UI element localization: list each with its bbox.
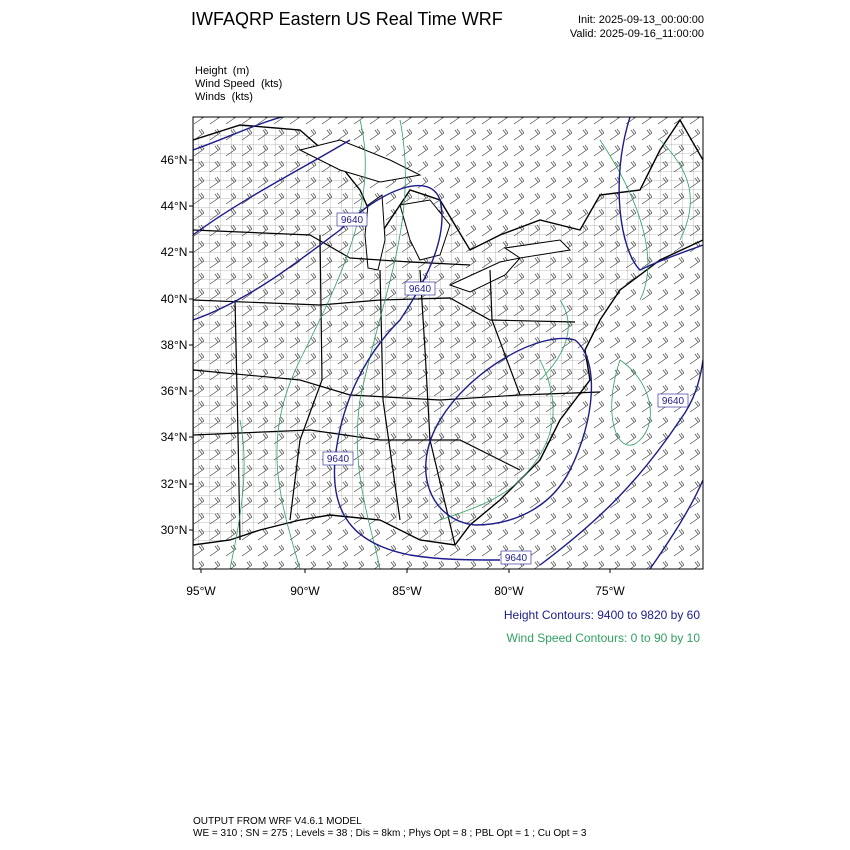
init-time: Init: 2025-09-13_00:00:00 bbox=[578, 14, 704, 26]
lat-label: 46°N bbox=[160, 153, 188, 167]
lat-label: 34°N bbox=[160, 430, 188, 444]
lon-label: 80°W bbox=[494, 584, 524, 598]
footer bbox=[193, 816, 586, 840]
latitude-axis bbox=[161, 153, 193, 537]
contour-label bbox=[337, 213, 367, 226]
contour-label bbox=[323, 452, 353, 465]
footer-config: WE = 310 ; SN = 275 ; Levels = 38 ; Dis = 8km ; Phys Opt = 8 ; PBL Opt = 1 ; Cu Opt = 3 bbox=[193, 828, 587, 839]
lat-label: 42°N bbox=[160, 245, 188, 259]
lon-label: 75°W bbox=[595, 584, 625, 598]
chart-title: IWFAQRP Eastern US Real Time WRF bbox=[191, 9, 503, 29]
svg-text:9640: 9640 bbox=[408, 284, 432, 295]
svg-text:9640: 9640 bbox=[504, 553, 528, 564]
height-contours-caption: Height Contours: 9400 to 9820 by 60 bbox=[503, 608, 700, 622]
lon-label: 90°W bbox=[290, 584, 320, 598]
valid-time: Valid: 2025-09-16_11:00:00 bbox=[569, 28, 704, 40]
map-area bbox=[193, 112, 703, 569]
lat-label: 36°N bbox=[160, 384, 188, 398]
svg-text:9640: 9640 bbox=[326, 454, 350, 465]
field-wind-speed: Wind Speed (kts) bbox=[195, 78, 283, 90]
contour-label bbox=[501, 551, 531, 564]
svg-text:9640: 9640 bbox=[340, 215, 364, 226]
field-height: Height (m) bbox=[195, 65, 250, 77]
lat-label: 32°N bbox=[160, 477, 188, 491]
lat-label: 44°N bbox=[160, 199, 188, 213]
field-winds: Winds (kts) bbox=[195, 91, 253, 103]
wind-contours-caption: Wind Speed Contours: 0 to 90 by 10 bbox=[506, 631, 700, 645]
lat-label: 38°N bbox=[160, 338, 188, 352]
svg-text:9640: 9640 bbox=[661, 396, 685, 407]
lat-label: 40°N bbox=[160, 292, 188, 306]
lon-label: 85°W bbox=[392, 584, 422, 598]
footer-model: OUTPUT FROM WRF V4.6.1 MODEL bbox=[193, 816, 362, 827]
lat-label: 30°N bbox=[160, 523, 188, 537]
contour-label bbox=[658, 394, 688, 407]
longitude-axis bbox=[186, 569, 625, 598]
contour-label bbox=[405, 282, 435, 295]
lon-label: 95°W bbox=[186, 584, 216, 598]
